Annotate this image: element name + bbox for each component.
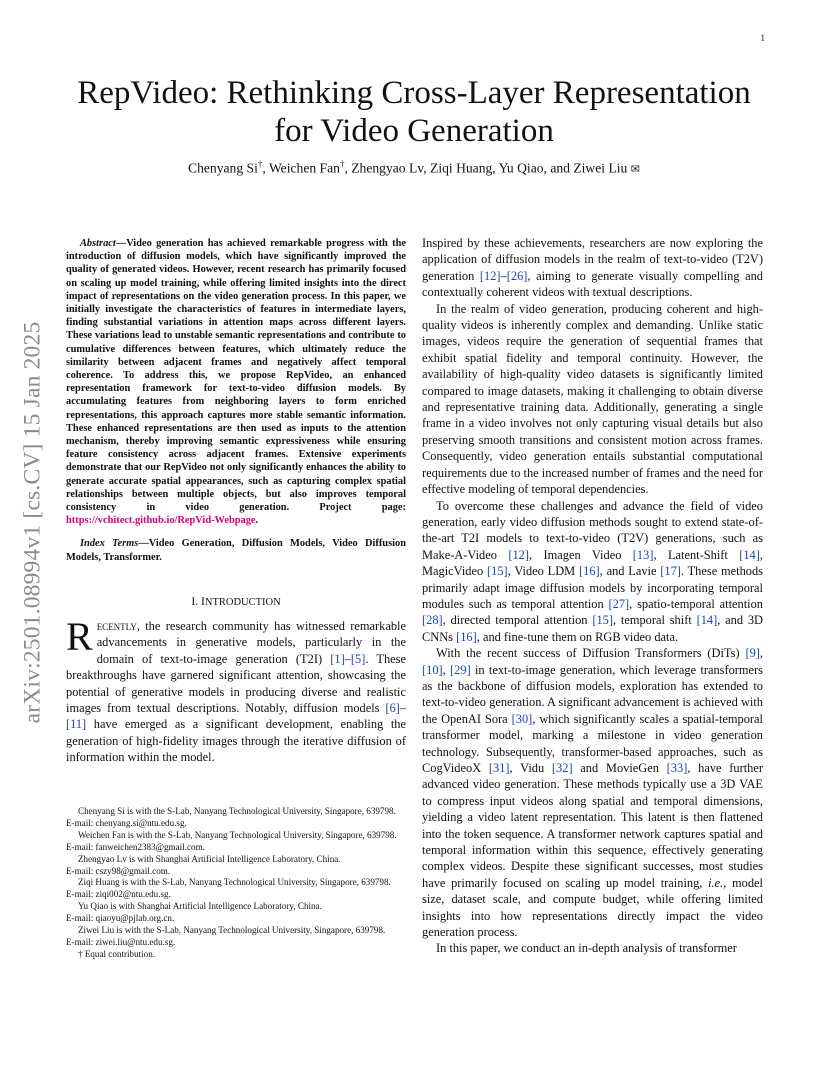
footnote-affiliation: Yu Qiao is with Shanghai Artificial Intelligence Laboratory, China.: [78, 901, 322, 912]
citation-link[interactable]: [12]: [479, 268, 501, 283]
body-text: , Vidu: [509, 761, 552, 775]
citation-dash: –: [500, 268, 507, 283]
author-list: [60, 159, 768, 177]
author-footnotes: [66, 806, 406, 961]
author-names-rest: , Zhengyao Lv, Ziqi Huang, Yu Qiao, and Ziwei Liu: [344, 160, 631, 176]
footnote-affiliation: Ziwei Liu is with the S-Lab, Nanyang Technological University, Singapore, 639798.: [78, 925, 386, 936]
section-title-rest: NTRODUCTION: [204, 596, 281, 608]
arxiv-identifier-text: arXiv:2501.08994v1 [cs.CV] 15 Jan 2025: [19, 321, 46, 724]
body-text: Inspired by these achievements, researchers are now exploring the application of diffusion models in the realm of text-to-video (T2V) generation: [422, 236, 763, 283]
body-text: , have further advanced video generation. These methods typically use a 3D VAE to compress input videos along spatial and temporal dimensions, yielding a video latent representation. This latent is then flattened into the token sequence. A transformer network captures spatial and temporal information within this sequence, effectively generating complex videos. Despite these significant successes, most studies have primarily focused on scaling up model training,: [422, 761, 763, 890]
equal-contribution-mark: †: [339, 159, 345, 169]
project-page-link[interactable]: https://vchitect.github.io/RepVid-Webpage: [66, 515, 256, 527]
title-line-1: RepVideo: Rethinking Cross-Layer Representation: [77, 75, 751, 111]
citation-link[interactable]: [14]: [696, 613, 718, 628]
body-paragraph: [422, 645, 763, 940]
body-paragraph: [422, 235, 763, 301]
citation-link[interactable]: [11]: [66, 717, 87, 732]
citation-dash: –: [399, 700, 406, 715]
body-text: , model size, dataset scale, and compute budget, while offering limited insights into how representations directly impact the video generation process.: [422, 875, 763, 940]
citation-link[interactable]: [28]: [422, 613, 443, 628]
body-text: , temporal shift: [612, 613, 697, 628]
citation-link[interactable]: [10]: [422, 662, 443, 677]
title-line-2: for Video Generation: [274, 113, 554, 149]
section-heading-introduction: [66, 595, 406, 608]
body-text: , Video LDM: [507, 564, 580, 579]
body-text: ,: [759, 646, 763, 661]
abstract-label: Abstract: [80, 238, 116, 249]
body-text: . These methods primarily adapt image diffusion models by incorporating temporal modules such as temporal attention: [422, 564, 763, 611]
citation-link[interactable]: [5]: [350, 651, 366, 666]
citation-link[interactable]: [17]: [660, 564, 681, 579]
body-text: With the recent success of Diffusion Transformers (DiTs): [436, 646, 746, 661]
author-name: Chenyang Si: [188, 160, 258, 176]
body-paragraph: [422, 498, 763, 646]
intro-text: . These breakthroughs have garnered significant attention, showcasing the potential of generative models in producing diverse and realistic images from textual descriptions. Notably, diffusion models: [66, 651, 406, 715]
footnote-equal-contribution: † Equal contribution.: [78, 948, 156, 959]
body-text: in text-to-image generation, which leverage transformers as the backbone of diffusion models, exploration has extended to text-to-video generation. A significant advancement is achieved with the OpenAI Sora: [422, 662, 764, 726]
index-terms-label: Index Terms: [80, 538, 139, 550]
citation-link[interactable]: [16]: [456, 629, 477, 644]
intro-smallcaps: ecently: [96, 618, 137, 633]
citation-link[interactable]: [31]: [488, 761, 510, 775]
footnote-affiliation: Weichen Fan is with the S-Lab, Nanyang Technological University, Singapore, 639798.: [78, 829, 397, 840]
citation-link[interactable]: [12]: [508, 547, 530, 562]
body-text: and MovieGen: [572, 761, 667, 775]
introduction-paragraph: [66, 613, 406, 766]
citation-link[interactable]: [14]: [739, 547, 760, 562]
abstract: [66, 237, 406, 527]
intro-text: , the research community has witnessed remarkable advancements in generative models, particularly in the domain of text-to-image generation (T2I): [96, 618, 406, 666]
footnote-email: E-mail: qiaoyu@pjlab.org.cn.: [66, 913, 175, 924]
citation-link[interactable]: [6]: [385, 700, 400, 715]
body-text: , spatio-temporal attention: [629, 596, 763, 611]
footnote-email: E-mail: ziwei.liu@ntu.edu.sg.: [66, 936, 176, 947]
left-column: [66, 237, 406, 766]
author-separator: ,: [262, 160, 269, 176]
citation-link[interactable]: [33]: [666, 761, 688, 775]
body-text: , and fine-tune them on RGB video data.: [476, 629, 679, 644]
footnote-email: E-mail: chenyang.si@ntu.edu.sg.: [66, 817, 187, 828]
citation-link[interactable]: [16]: [579, 564, 600, 579]
body-text: ,: [442, 662, 451, 677]
body-text: , aiming to generate visually compelling and contextually coherent videos with textual descriptions.: [422, 268, 763, 300]
body-text: , MagicVideo: [422, 547, 763, 579]
body-text: , Imagen Video: [529, 547, 633, 562]
page-number: 1: [760, 33, 765, 43]
footnote-entry: [66, 854, 406, 878]
body-text: To overcome these challenges and advance the field of video generation, early video diffusion methods sought to extend state-of-the-art T2I models to text-to-video (T2V) generations, such as Make-A-Video: [422, 498, 763, 562]
citation-link[interactable]: [9]: [745, 646, 760, 661]
footnote-entry: [66, 806, 406, 830]
footnote-entry: [66, 925, 406, 949]
body-text: , Latent-Shift: [653, 547, 740, 562]
abstract-end: .: [255, 515, 259, 527]
body-text: , which significantly scales a spatial-temporal transformer model, marking a milestone in video generation technology. Subsequently, transformer-based approaches, such as CogVideoX: [422, 711, 763, 775]
footnote-entry: [66, 830, 406, 854]
footnote-email: E-mail: fanweichen2383@gmail.com.: [66, 841, 205, 852]
citation-link[interactable]: [15]: [592, 613, 613, 628]
right-column: [422, 235, 763, 957]
footnote-email: E-mail: ziqi002@ntu.edu.sg.: [66, 889, 171, 900]
citation-link[interactable]: [32]: [551, 761, 573, 775]
footnote-email: E-mail: cszy98@gmail.com.: [66, 865, 171, 876]
equal-contribution-mark: †: [257, 159, 263, 169]
body-paragraph: In the realm of video generation, producing coherent and high-quality videos is inherently complex and demanding. Unlike static images, videos require the generation of sequential frames that exhibit spatial fidelity and temporal continuity. However, the availability of high-quality video datasets is significantly limited compared to image datasets, making it challenging to obtain diverse and representative training data. Additionally, generating a single frame in a video involves not only capturing visual details but also preserving smooth transitions and consistent motion across frames. Consequently, video generation entails substantial computational requirements due to the increased number of frames and the need for effective modeling of temporal dependencies.: [422, 301, 763, 497]
index-terms: [66, 537, 406, 563]
citation-link[interactable]: [26]: [506, 268, 528, 283]
citation-link[interactable]: [27]: [608, 596, 630, 611]
citation-link[interactable]: [13]: [632, 547, 654, 562]
body-paragraph: In this paper, we conduct an in-depth analysis of transformer: [436, 941, 737, 956]
citation-link[interactable]: [1]: [330, 651, 345, 666]
section-title-initial: I: [200, 594, 205, 608]
footnote-affiliation: Zhengyao Lv is with Shanghai Artificial Intelligence Laboratory, China.: [78, 853, 341, 864]
citation-link[interactable]: [29]: [450, 662, 471, 677]
abstract-text: —Video generation has achieved remarkable progress with the introduction of diffusion models, which have significantly improved the quality of generated videos. However, recent research has primarily focused on scaling up model training, while offering limited insights into the direct impact of representations on the video generation process. In this paper, we initially investigate the characteristics of features in intermediate layers, finding substantial variations in attention maps across different layers. These variations lead to unstable semantic representations and contribute to cumulative differences between features, which ultimately reduce the similarity between adjacent frames and negatively affect temporal coherence. To address this, we propose RepVideo, an enhanced representation framework for text-to-video diffusion models. By accumulating features from neighboring layers to form enriched representations, this approach captures more stable semantic information. These enhanced representations are then used as inputs to the attention mechanism, thereby improving semantic expressiveness while ensuring feature consistency across adjacent frames. Extensive experiments demonstrate that our RepVideo not only significantly enhances the ability to generate accurate spatial appearances, such as capturing complex spatial relationships between multiple objects, but also improves temporal consistency in video generation. Project page:: [66, 238, 406, 514]
drop-cap-letter: R: [66, 613, 93, 659]
envelope-icon: ✉: [630, 163, 640, 176]
author-name: Weichen Fan: [268, 160, 340, 176]
footnote-entry: [66, 877, 406, 901]
citation-link[interactable]: [30]: [511, 711, 533, 726]
paper-title: [60, 74, 768, 150]
index-terms-text: —Video Generation, Diffusion Models, Video Diffusion Models, Transformer.: [66, 538, 406, 563]
footnote-affiliation: Chenyang Si is with the S-Lab, Nanyang Technological University, Singapore, 639798.: [78, 806, 396, 816]
body-text: , and 3D CNNs: [422, 613, 763, 644]
footnote-entry: [66, 901, 406, 925]
body-text: , directed temporal attention: [442, 613, 593, 628]
arxiv-identifier-stamp: [8, 285, 58, 760]
intro-text: have emerged as a significant development, enabling the generation of high-fidelity images through the iterative diffusion of information within the model.: [66, 717, 406, 765]
citation-dash: –: [344, 651, 351, 666]
body-text-italic: i.e.: [708, 875, 724, 890]
citation-link[interactable]: [15]: [487, 564, 508, 579]
body-text: , and Lavie: [599, 564, 661, 579]
footnote-affiliation: Ziqi Huang is with the S-Lab, Nanyang Technological University, Singapore, 639798.: [78, 877, 391, 888]
section-number: I.: [191, 594, 201, 608]
